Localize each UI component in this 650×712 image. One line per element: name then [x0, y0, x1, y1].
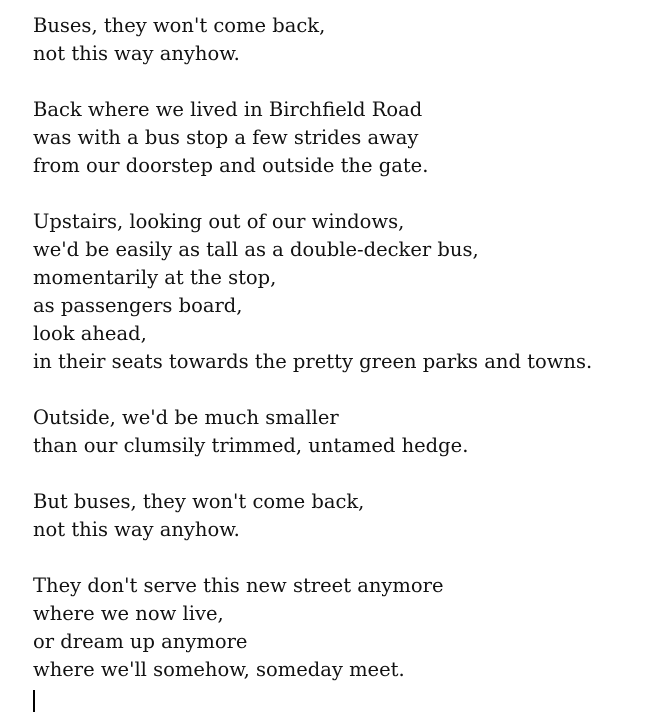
text-cursor — [33, 690, 35, 712]
document-body[interactable] — [33, 12, 633, 712]
poem-line: we'd be easily as tall as a double-decker bus, — [33, 238, 479, 261]
poem-line: from our doorstep and outside the gate. — [33, 154, 429, 177]
poem-line: where we'll somehow, someday meet. — [33, 658, 405, 681]
poem-line: Back where we lived in Birchfield Road — [33, 98, 423, 121]
empty-line — [33, 684, 633, 712]
stanza-1 — [33, 12, 633, 68]
poem-line: as passengers board, — [33, 294, 243, 317]
poem-line: Buses, they won't come back, — [33, 14, 326, 37]
poem-line: momentarily at the stop, — [33, 266, 277, 289]
poem-line: not this way anyhow. — [33, 42, 240, 65]
stanza-5 — [33, 488, 633, 544]
poem-line: look ahead, — [33, 322, 147, 345]
stanza-3 — [33, 208, 633, 376]
poem-line: not this way anyhow. — [33, 518, 240, 541]
stanza-4 — [33, 404, 633, 460]
stanza-2 — [33, 96, 633, 180]
poem-line: or dream up anymore — [33, 630, 248, 653]
poem-line: They don't serve this new street anymore — [33, 574, 444, 597]
poem-line: was with a bus stop a few strides away — [33, 126, 419, 149]
poem-line: in their seats towards the pretty green parks and towns. — [33, 350, 593, 373]
poem-line: Upstairs, looking out of our windows, — [33, 210, 405, 233]
poem-line: Outside, we'd be much smaller — [33, 406, 339, 429]
poem-line: But buses, they won't come back, — [33, 490, 365, 513]
poem-line: where we now live, — [33, 602, 224, 625]
stanza-6 — [33, 572, 633, 712]
poem-line: than our clumsily trimmed, untamed hedge. — [33, 434, 469, 457]
